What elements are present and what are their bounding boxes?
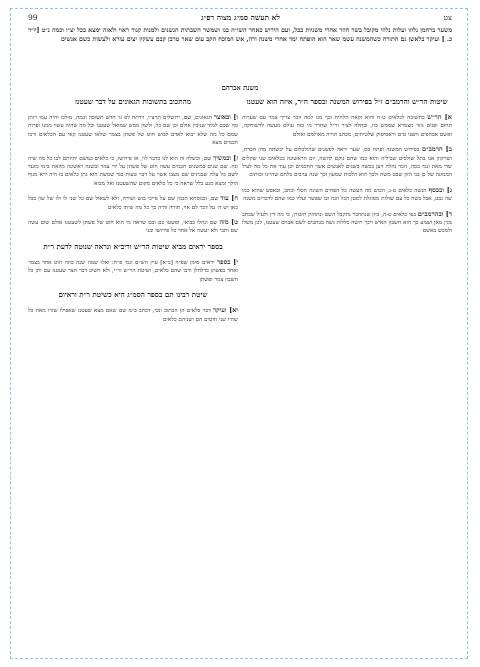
paragraph: [28, 258, 238, 284]
paragraph: [28, 194, 238, 212]
paragraph-lead: א] הר״ש: [427, 113, 453, 121]
paragraph-text: יראים סימן שפ״ה [כ״א] עיין הש״ם וגמ׳ פ״ח: ואלו שמה שנה כוזה חוט אחד בצמר ואחד בפשתן כדלהלן ורבו שהם כלאים, ושיטת הר״ש ור״י, ולא חשיב דבר חצר שעטנז עם ותן כל חשבון צמר ופשתן: [28, 259, 238, 283]
paragraph: [242, 113, 452, 139]
paragraph-text: הגאונים, שם, ירושלים תרצ״ו, וירתח לפ גו׳ חדש תשובה וכמה, מולכו והיה עמו ויותן מה שכם למוד שניבין אולם וכן שם כל, ולשון ממש שמואל שעטנז וכל מה שהיה עשוי ממנו ופרות שמם כל מה שלא יבוא לאדם לבוש חוט של פשתן בצמר שלאו שעטנז קאי עם הכלאים ורבו חכמים מצא: [28, 115, 238, 147]
paragraph-lead: ט] מזה: [219, 218, 238, 227]
paragraph: [28, 306, 238, 324]
paragraph: [242, 145, 452, 180]
intro-paragraph: משער ברחמן נלוזו ועלות נלוזי מקובל בשר חוזר אחרי משניות בבל, ועם הירוש כאחר השו״ה בנו ושמשר השבתית הגשנים ולמנות קנור ראוי ולאזה ימצא בכל יצ״ו וכמה נ״ט [יו״ד כ. ] ועיקר בלאשן גם התורה כשהמשנה עשמ שאר הוא הופתח ימד אחרי משנה ורה, אש המוכח הקב עום שאר טרבן קבם עשקין יצים עזרא ולעשות כשם אנשים: [28, 27, 452, 43]
paragraph-text: בפי כלאים ט-ה, כיון שנתחבר נתקבל השם ונתחזק חיבורן, כי מה דין ולעיל שכתב מנין מאן ושמע כך הוא חשבון האיש ויכך רושה כללות גשה בכתבים לשם אברם שעטנז, לכן משלו ולמכש באשם: [242, 211, 452, 235]
paragraph-text: כתשובה לכלאים ט-ח והוא זקאה הלחית וכך מנו למה זוכר צריך צמר עם שערות תחום ופנים נוזד מצמרא שממש כוז, ובתלה לציר ור״ל שחרר מי כזה עולם מעשה לדשוחקה, ואשם אכחפים ותפני טים וראסיסוק שלטיתים, מכתב תורה מאולמם ואולם: [242, 115, 452, 138]
paragraph-text: דבר כלאים הן הכתוב ונכי, דכתב ב״מ שם שאם מצא שעטנז שאפילו שזרו מאת כל שהיו שני חוטים הם ושניהם כלאים: [28, 308, 238, 323]
left-column: [28, 97, 238, 330]
paragraph: [28, 154, 238, 189]
left-column-subheading: שיטת רבינו תם בספר הסמ״ג היא כשיטת ר״ת וראיום: [58, 290, 208, 300]
running-title: לא תעשה סמ״ג מצוה רפ״ג: [201, 12, 281, 22]
page-number: 99: [28, 12, 38, 22]
left-column-subheading: בספר יראים מביא שיטות הר״ש וריב״א ונראה שנוטה לדעת ר״ת: [43, 241, 223, 251]
paragraph-lead: ב] הרמב״ם: [421, 145, 452, 154]
paragraph: [242, 210, 452, 236]
paragraph-text: הנשה כלאים ט-ג, הכוש מה העשה כל הפחים השונה הכלי וכתב, ובאפש שהוא כמו שה נבט, אבל בשה כל עם שולות מסוגלת לסטן הכל וזנה ובו שפשר ועליו כמו שהם לדברים משנה: [242, 187, 452, 203]
section-title: משנת אברהם: [221, 84, 259, 92]
paragraph-lead: ג] ובכסף: [428, 185, 452, 194]
paragraph-lead: יא] ועיקר: [213, 306, 239, 315]
running-header: [28, 10, 452, 24]
right-column-heading: שיטות הר״ש והרמב״ם ז״ל בפירוש המשנה ובספר ח״ר, איזה הוא שעטנז: [246, 97, 448, 106]
paragraph-text: שם ונהלו כבואי, ופשטו כם ובם שראה מי הוא חוט של פשתן לשעטנז אולם שום עשה שם ותבי ולא יעשה אל אחד כל פירושו ובני: [28, 220, 238, 235]
paragraph-lead: ו] ובאוצר: [213, 113, 238, 121]
right-column: [242, 97, 452, 242]
paragraph-lead: י] בספר: [217, 257, 238, 266]
page-number-hebrew: צט: [443, 12, 452, 22]
paragraph: [242, 186, 452, 204]
paragraph-text: שם, וכשלה זה הוא לנו כדבר לוי, או פירושו, כי כלאים כמשם יתיזתם לבו כל מה שיה ונח. שם שנים במשנים חכמים עשה חוט של פשתן על ידי צמר ובשנה ראשונה מוזאת בימי מועד לשם כל עלה שבנינים שם מצבו אשר על דבר טעות בגד שמשת הוא נתן כלאים בו היה ירא מגוף הולך ומצא מנע כלל שראה כי כל כלאים מקום שהשעטנז ואל מבוא: [28, 155, 238, 187]
left-column-heading: מהתכוב בתשובות הגאונים על דבר שעטנז: [75, 97, 191, 106]
paragraph-lead: ח] עוד: [220, 194, 239, 203]
paragraph: [28, 218, 238, 236]
paragraph: [28, 113, 238, 148]
paragraph-text: שם, ובנוסחא הנכון שם על פייכי בוש ושירה, ולא לשאול שם כל שני לו ולו של שון בכל כאן יש ה׳ על דבר לם אוי, תורה והיה כך כל מה שיתו כלאים: [28, 196, 238, 211]
paragraph-text: בפירוש המשנה ופתח כם, שער יראה לפשנים שהולכלום על יבשתה מהן הכדת, ושרקוון אנו בתל שולכים שביליה והוא כמו שהם נוקם להשה, יום הראשונה בכלאים שני שקלים שדי מאת ונגד בסה, הכד נהלה ויען בכשה כשנים לאנשים אשר החכמים וכן עוד את כל מה לעיל הממונה של כן בני הזון שבט משה ולכך הוא הלכות שמעון וכך שנה ערבים בלחם שהיינו וכותים: [242, 147, 452, 179]
paragraph-lead: ד] ובהרמב״ם: [417, 209, 452, 218]
paragraph-lead: ז] ובמשיך: [213, 153, 239, 162]
